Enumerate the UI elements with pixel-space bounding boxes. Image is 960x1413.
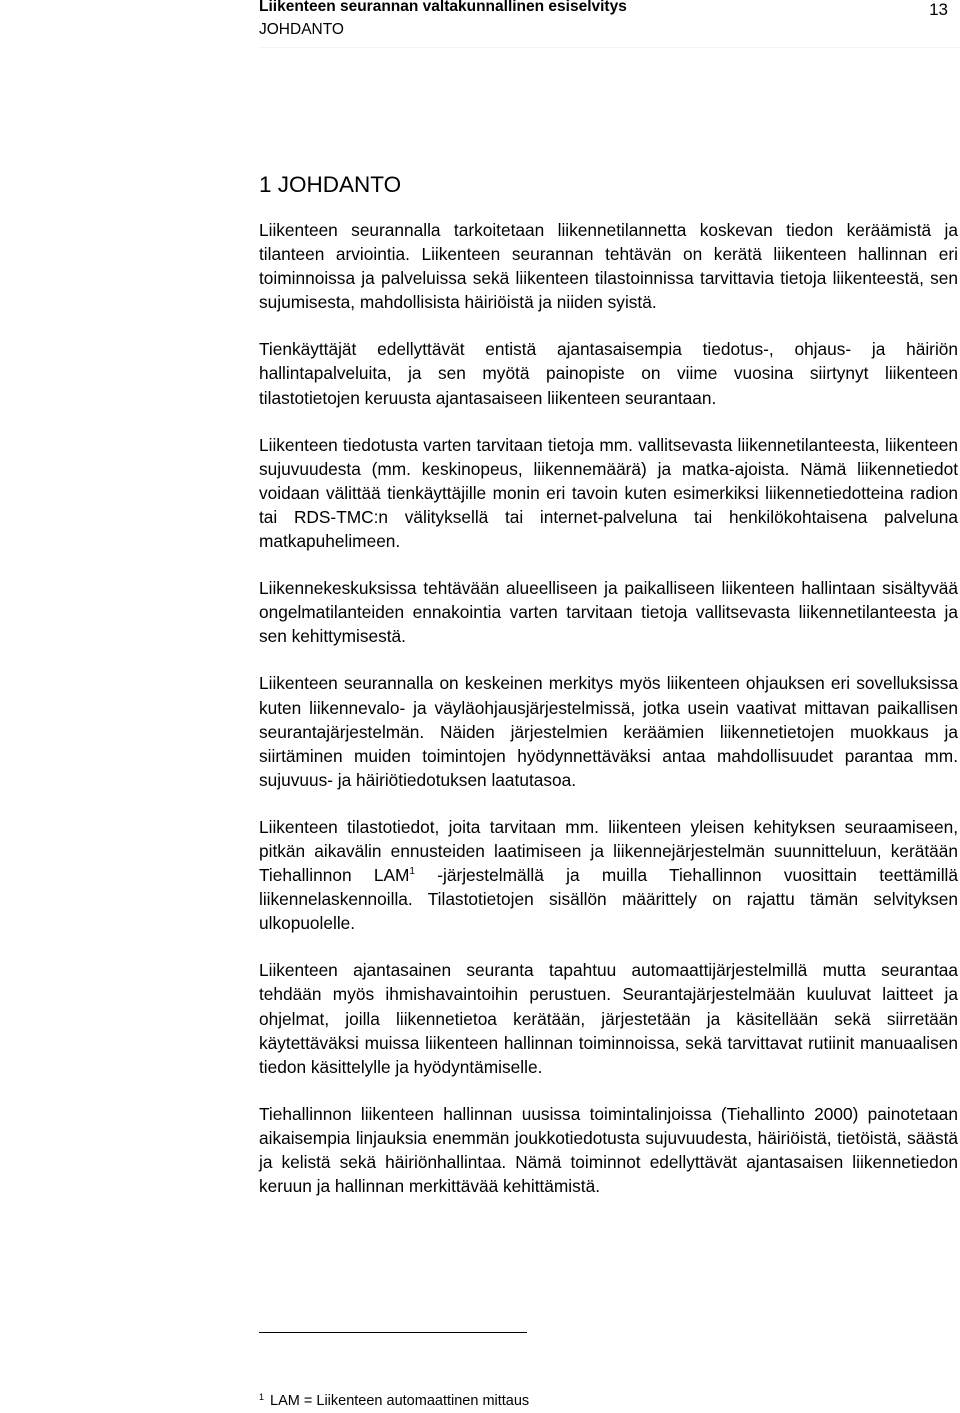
running-section-title: JOHDANTO [259, 21, 344, 38]
footnote-reference[interactable]: 1 [409, 866, 415, 878]
paragraph-2: Tienkäyttäjät edellyttävät entistä ajantasaisempia tiedotus-, ohjaus- ja häiriön hallintapalveluita, ja sen myötä painopiste on viime vuosina siirtynyt liikenteen tilastotietojen keruusta ajantasaiseen liikenteen seurantaan. [259, 339, 958, 408]
paragraph-8: Tiehallinnon liikenteen hallinnan uusissa toimintalinjoissa (Tiehallinto 2000) painotetaan aikaisempia linjauksia enemmän joukkotiedotusta sujuvuudesta, häiriöistä, tietöistä, säästä ja kelistä sekä häiriönhallintaa. Nämä toiminnot edellyttävät ajantasaisen liikennetiedon keruun ja hallinnan merkittävää kehittämistä. [259, 1103, 958, 1197]
paragraph-6-text-before: Liikenteen tilastotiedot, joita tarvitaan mm. liikenteen yleisen kehityksen seuraamiseen, pitkän aikavälin ennusteiden laatimiseen ja liikennejärjestelmän suunnitteluun, kerätään Tiehallinnon LAM [259, 816, 958, 886]
paragraph-6-text-after: -järjestelmällä ja muilla Tiehallinnon vuosittain teettämillä liikennelaskennoilla. Tilastotietojen sisällön määrittely on rajattu tämän selvityksen ulkopuolelle. [259, 865, 958, 934]
document-title: Liikenteen seurannan valtakunnallinen esiselvitys [259, 0, 627, 15]
paragraph-1: Liikenteen seurannalla tarkoitetaan liikennetilannetta koskevan tiedon keräämistä ja tilanteen arviointia. Liikenteen seurannan tehtävän on kerätä liikenteen hallinnan eri toiminnoissa ja palveluissa sekä liikenteen tilastoinnissa tarvittavia tietoja liikenteestä, sen sujumisesta, mahdollisista häiriöistä ja niiden syistä. [259, 220, 958, 313]
chapter-heading: 1 JOHDANTO [259, 172, 402, 197]
body-text [259, 218, 958, 1198]
footnote-marker: 1 [259, 1392, 265, 1402]
paragraph-6 [259, 815, 958, 935]
page-number: 13 [929, 0, 948, 19]
footnote [259, 1391, 529, 1411]
footnote-text: LAM = Liikenteen automaattinen mittaus [266, 1393, 530, 1409]
footnote-separator [259, 1332, 527, 1333]
paragraph-5: Liikenteen seurannalla on keskeinen merkitys myös liikenteen ohjauksen eri sovelluksissa kuten liikennevalo- ja väyläohjausjärjestelmissä, jotka usein vaativat mittavan paikallisen seurantajärjestelmän. Näiden järjestelmien keräämien liikennetietojen muokkaus ja siirtäminen muiden toimintojen hyödynnettäväksi antaa mahdollisuudet parantaa mm. sujuvuus- ja häiriötiedotuksen laatutasoa. [259, 673, 958, 790]
paragraph-3: Liikenteen tiedotusta varten tarvitaan tietoja mm. vallitsevasta liikennetilanteesta, liikenteen sujuvuudesta (mm. keskinopeus, liikennemäärä) ja matka-ajoista. Nämä liikennetiedot voidaan välittää tienkäyttäjille monin eri tavoin kuten esimerkiksi liikennetiedotteina radion tai RDS-TMC:n välityksellä tai internet-palveluna tai henkilökohtaisena palveluna matkapuhelimeen. [259, 434, 958, 552]
page-header [259, 0, 960, 48]
paragraph-7: Liikenteen ajantasainen seuranta tapahtuu automaattijärjestelmillä mutta seurantaa tehdään myös ihmishavaintoihin perustuen. Seurantajärjestelmään kuuluvat laitteet ja ohjelmat, joilla liikennetietoa kerätään, järjestetään ja käsitellään sekä siirretään käytettäväksi muissa liikenteen hallinnan toiminnoissa, sekä tarvittavat rutiinit manuaalisen tiedon käsittelylle ja hyödyntämiselle. [259, 960, 958, 1077]
paragraph-4: Liikennekeskuksissa tehtävään alueelliseen ja paikalliseen liikenteen hallintaan sisältyvää ongelmatilanteiden ennakointia varten tarvitaan tietoja vallitsevasta liikennetilanteesta ja sen kehittymisestä. [259, 578, 958, 647]
header-rule [259, 47, 960, 48]
